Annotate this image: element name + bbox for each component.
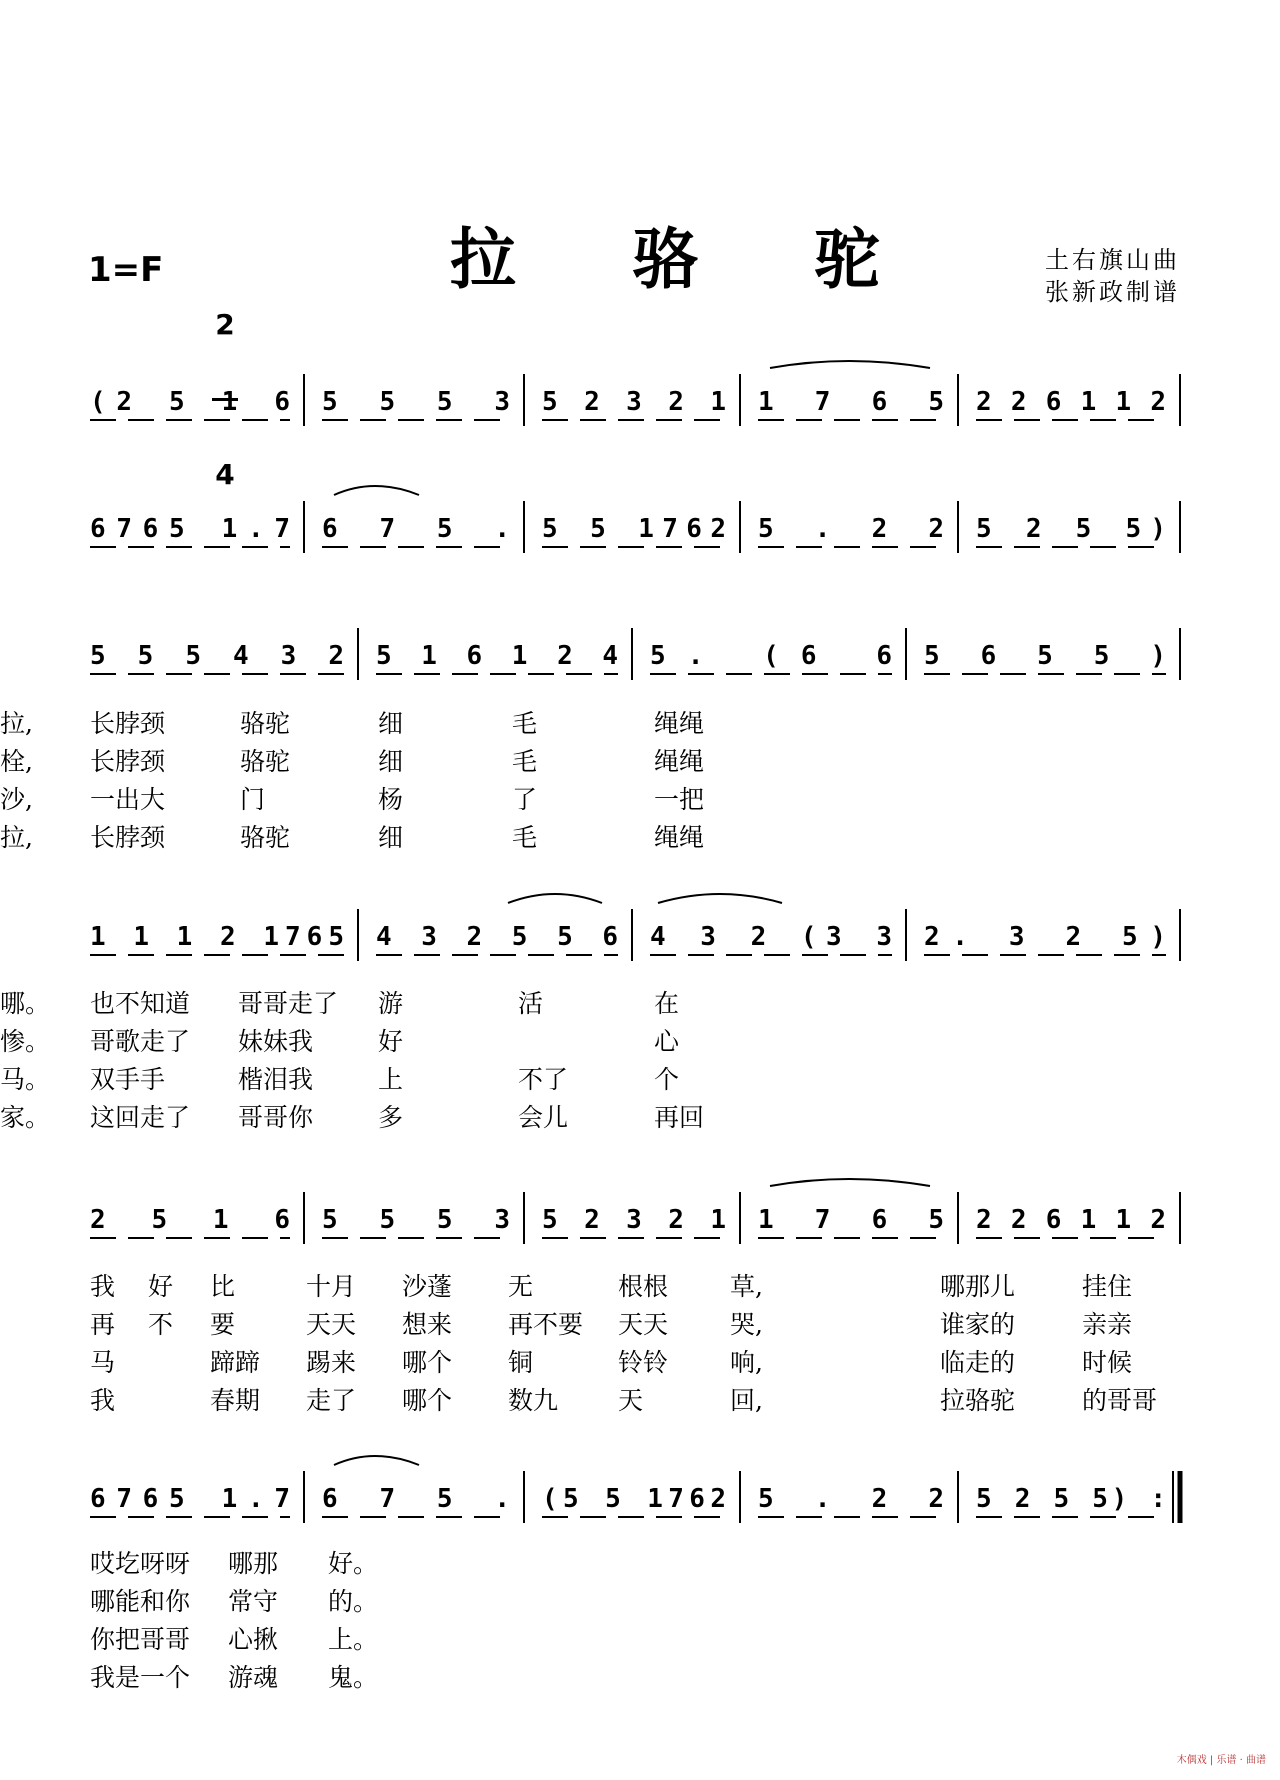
lyric-word: 上: [378, 1065, 404, 1094]
measure: 1 7 6 5: [758, 387, 944, 417]
lyric-word: 我是一个: [90, 1663, 191, 1692]
time-denominator: 4: [215, 458, 235, 491]
lyric-word: 回,: [730, 1386, 763, 1415]
lyric-word: 细: [378, 823, 404, 852]
measure: 5 2 5 5) :: [976, 1484, 1166, 1514]
measure: 4 3 2 (3 3: [650, 922, 892, 952]
measure: 5 2 3 2 1: [542, 387, 726, 417]
lyric-word: 拉,: [0, 823, 33, 852]
lyric-word: 门: [240, 785, 266, 814]
lyric-word: 天天: [618, 1310, 669, 1339]
measure: 2 2 6 1 1 2: [976, 1205, 1166, 1235]
lyric-word: 的哥哥: [1082, 1386, 1158, 1415]
lyric-word: 无: [508, 1272, 534, 1301]
lyric-word: 这回走了: [90, 1103, 191, 1132]
lyric-word: 不: [148, 1310, 174, 1339]
title-char: 骆: [631, 220, 702, 298]
lyric-word: 蹄蹄: [210, 1348, 261, 1377]
lyric-word: 鬼。: [328, 1663, 379, 1692]
lyric-word: 哪那: [228, 1549, 279, 1578]
lyric-word: 细: [378, 747, 404, 776]
lyric-word: 上。: [328, 1625, 379, 1654]
lyric-word: 骆驼: [240, 747, 291, 776]
origin-credit: 土右旗山曲: [1045, 246, 1180, 274]
lyric-word: 时候: [1082, 1348, 1133, 1377]
lyric-word: 也不知道: [90, 989, 191, 1018]
lyric-word: 毛: [512, 709, 538, 738]
lyric-word: 再回: [654, 1103, 705, 1132]
lyric-word: 我: [90, 1272, 116, 1301]
measure: 5 2 5 5): [976, 514, 1166, 544]
measure: 2 5 1 6: [90, 1205, 290, 1235]
measure: 5 5 5 4 3 2: [90, 641, 344, 671]
lyric-word: 哪。: [0, 989, 51, 1018]
lyric-word: 沙蓬: [402, 1272, 453, 1301]
measure: 5. (6 6: [650, 641, 892, 671]
lyric-word: 双手手: [90, 1065, 166, 1094]
lyric-word: 一出大: [90, 785, 166, 814]
lyric-word: 哪那儿: [940, 1272, 1016, 1301]
lyric-word: 细: [378, 709, 404, 738]
measure: (5 5 1762: [542, 1484, 726, 1514]
lyric-word: 亲亲: [1082, 1310, 1133, 1339]
lyric-word: 了: [512, 785, 538, 814]
measure: (2 5 1 6: [90, 387, 290, 417]
measure: 5 5 5 3: [322, 387, 510, 417]
lyric-word: 心: [654, 1027, 680, 1056]
measure: 4 3 2 5 5 6: [376, 922, 618, 952]
measure: 6765 1.7: [90, 514, 290, 544]
lyric-word: 谁家的: [940, 1310, 1016, 1339]
measure: 5 . 2 2: [758, 514, 944, 544]
lyric-word: 数九: [508, 1386, 559, 1415]
lyric-word: 骆驼: [240, 823, 291, 852]
lyric-word: 走了: [306, 1386, 357, 1415]
slur: [770, 1179, 930, 1186]
lyric-word: 哪能和你: [90, 1587, 191, 1616]
lyric-word: 哎圪呀呀: [90, 1549, 191, 1578]
lyric-word: 绳绳: [654, 823, 705, 852]
measure: 5 2 3 2 1: [542, 1205, 726, 1235]
key-signature: 1=F: [88, 250, 164, 290]
lyric-word: 沙,: [0, 785, 33, 814]
lyric-word: 毛: [512, 823, 538, 852]
slur: [770, 361, 930, 368]
slur: [658, 894, 782, 903]
lyric-word: 绳绳: [654, 747, 705, 776]
lyric-word: 临走的: [940, 1348, 1016, 1377]
lyric-word: 多: [378, 1103, 404, 1132]
lyric-word: 铜: [508, 1348, 534, 1377]
lyric-word: 长脖颈: [90, 747, 166, 776]
lyric-word: 想来: [402, 1310, 453, 1339]
lyric-word: 活: [518, 989, 544, 1018]
lyric-word: 再: [90, 1310, 116, 1339]
measure: 5 . 2 2: [758, 1484, 944, 1514]
lyric-word: 拉骆驼: [940, 1386, 1016, 1415]
measure: 6 7 5 .: [322, 1484, 510, 1514]
lyric-word: 哪个: [402, 1386, 453, 1415]
lyric-word: 不了: [518, 1065, 569, 1094]
lyric-word: 哭,: [730, 1310, 763, 1339]
lyric-word: 天天: [306, 1310, 357, 1339]
lyric-word: 好: [378, 1027, 404, 1056]
measure: 6 7 5 .: [322, 514, 510, 544]
measure: 2. 3 2 5): [924, 922, 1166, 952]
lyric-word: 再不要: [508, 1310, 584, 1339]
slur: [334, 486, 419, 495]
lyric-word: 拉,: [0, 709, 33, 738]
lyric-word: 要: [210, 1310, 236, 1339]
measure: 1 1 1 2 1765: [90, 922, 344, 952]
measure: 5 5 1762: [542, 514, 726, 544]
lyric-word: 春期: [210, 1386, 261, 1415]
lyric-word: 哥歌走了: [90, 1027, 191, 1056]
lyric-word: 好: [148, 1272, 174, 1301]
lyric-word: 毛: [512, 747, 538, 776]
lyric-word: 妹妹我: [238, 1027, 314, 1056]
lyric-word: 哥哥你: [238, 1103, 314, 1132]
lyric-word: 响,: [730, 1348, 763, 1377]
lyric-word: 惨。: [0, 1027, 51, 1056]
slur: [508, 894, 602, 903]
watermark: 木偶戏 | 乐谱 · 曲谱: [1176, 1755, 1266, 1766]
lyric-word: 在: [654, 989, 680, 1018]
slur: [334, 1456, 419, 1465]
lyric-word: 马: [90, 1348, 116, 1377]
time-numerator: 2: [215, 308, 235, 341]
lyric-word: 天: [618, 1386, 644, 1415]
lyric-word: 楷泪我: [238, 1065, 314, 1094]
lyric-word: 一把: [654, 785, 705, 814]
lyric-word: 根根: [618, 1272, 669, 1301]
lyric-word: 十月: [306, 1272, 357, 1301]
lyric-word: 好。: [328, 1549, 379, 1578]
measure: 2 2 6 1 1 2: [976, 387, 1166, 417]
lyric-word: 游: [378, 989, 404, 1018]
lyric-word: 杨: [378, 785, 404, 814]
lyric-word: 的。: [328, 1587, 379, 1616]
lyric-word: 家。: [0, 1103, 51, 1132]
lyric-word: 马。: [0, 1065, 51, 1094]
lyric-word: 我: [90, 1386, 116, 1415]
lyric-word: 骆驼: [240, 709, 291, 738]
arranger-credit: 张新政制谱: [1045, 278, 1180, 306]
title-char: 拉: [449, 220, 520, 298]
lyric-word: 草,: [730, 1272, 763, 1301]
lyric-word: 你把哥哥: [90, 1625, 191, 1654]
lyric-word: 栓,: [0, 747, 33, 776]
lyric-word: 铃铃: [618, 1348, 669, 1377]
lyric-word: 长脖颈: [90, 823, 166, 852]
lyric-word: 哪个: [402, 1348, 453, 1377]
measure: 5 5 5 3: [322, 1205, 510, 1235]
lyric-word: 游魂: [228, 1663, 279, 1692]
lyric-word: 长脖颈: [90, 709, 166, 738]
measure: 1 7 6 5: [758, 1205, 944, 1235]
title-char: 驼: [813, 220, 884, 298]
lyric-word: 比: [210, 1272, 236, 1301]
lyric-word: 心揪: [228, 1625, 279, 1654]
lyric-word: 绳绳: [654, 709, 705, 738]
lyric-word: 会儿: [518, 1103, 569, 1132]
measure: 6765 1.7: [90, 1484, 290, 1514]
lyric-word: 踢来: [306, 1348, 357, 1377]
lyric-word: 挂住: [1082, 1272, 1133, 1301]
measure: 5 1 6 1 2 4: [376, 641, 618, 671]
lyric-word: 个: [654, 1065, 680, 1094]
lyric-word: 常守: [228, 1587, 279, 1616]
measure: 5 6 5 5 ): [924, 641, 1166, 671]
lyric-word: 哥哥走了: [238, 989, 339, 1018]
